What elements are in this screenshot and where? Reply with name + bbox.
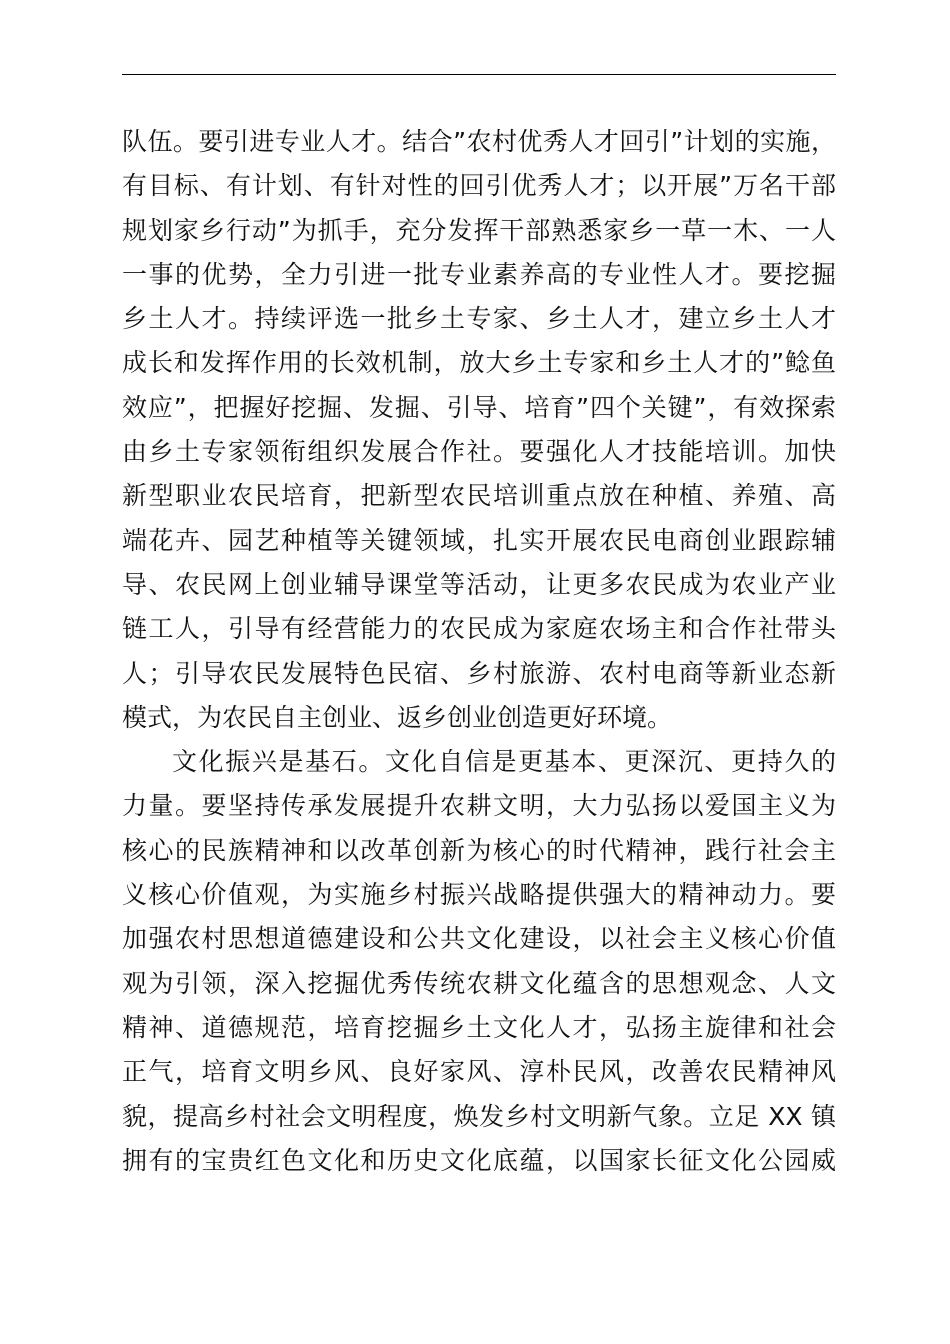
header-rule [122, 74, 836, 75]
text-line: 一事的优势，全力引进一批专业素养高的专业性人才。要挖掘 [122, 259, 836, 289]
text-line: 端花卉、园艺种植等关键领域，扎实开展农民电商创业跟踪辅 [122, 525, 836, 555]
text-line: 新型职业农民培育，把新型农民培训重点放在种植、养殖、高 [122, 481, 836, 511]
text-line: 核心的民族精神和以改革创新为核心的时代精神，践行社会主 [122, 835, 836, 865]
text-line: 由乡土专家领衔组织发展合作社。要强化人才技能培训。加快 [122, 437, 836, 467]
text-line: 有目标、有计划、有针对性的回引优秀人才；以开展”万名干部 [122, 171, 836, 201]
text-line: 效应”，把握好挖掘、发掘、引导、培育”四个关键”，有效探索 [122, 392, 836, 422]
text-line: 貌，提高乡村社会文明程度，焕发乡村文明新气象。立足 XX 镇 [122, 1101, 836, 1131]
paragraph-talent [122, 120, 836, 740]
text-line: 义核心价值观，为实施乡村振兴战略提供强大的精神动力。要 [122, 880, 836, 910]
text-line: 拥有的宝贵红色文化和历史文化底蕴，以国家长征文化公园威 [122, 1145, 836, 1175]
text-line: 导、农民网上创业辅导课堂等活动，让更多农民成为农业产业 [122, 569, 836, 599]
text-line: 队伍。要引进专业人才。结合”农村优秀人才回引”计划的实施， [122, 127, 836, 156]
text-line: 模式，为农民自主创业、返乡创业创造更好环境。 [122, 702, 673, 732]
text-line: 乡土人才。持续评选一批乡土专家、乡土人才，建立乡土人才 [122, 304, 836, 334]
text-line: 正气，培育文明乡风、良好家风、淳朴民风，改善农民精神风 [122, 1057, 836, 1087]
text-line: 观为引领，深入挖掘优秀传统农耕文化蕴含的思想观念、人文 [122, 968, 836, 998]
text-line: 链工人，引导有经营能力的农民成为家庭农场主和合作社带头 [122, 614, 836, 644]
text-line: 规划家乡行动”为抓手，充分发挥干部熟悉家乡一草一木、一人 [122, 215, 836, 245]
text-line: 力量。要坚持传承发展提升农耕文明，大力弘扬以爱国主义为 [122, 791, 836, 821]
text-line: 人；引导农民发展特色民宿、乡村旅游、农村电商等新业态新 [122, 658, 836, 688]
paragraph-culture [122, 740, 836, 1183]
text-line: 精神、道德规范，培育挖掘乡土文化人才，弘扬主旋律和社会 [122, 1012, 836, 1042]
text-line: 文化振兴是基石。文化自信是更基本、更深沉、更持久的 [172, 747, 836, 777]
document-body [122, 120, 836, 1183]
text-line: 成长和发挥作用的长效机制，放大乡土专家和乡土人才的”鲶鱼 [122, 348, 836, 378]
text-line: 加强农村思想道德建设和公共文化建设，以社会主义核心价值 [122, 924, 836, 954]
